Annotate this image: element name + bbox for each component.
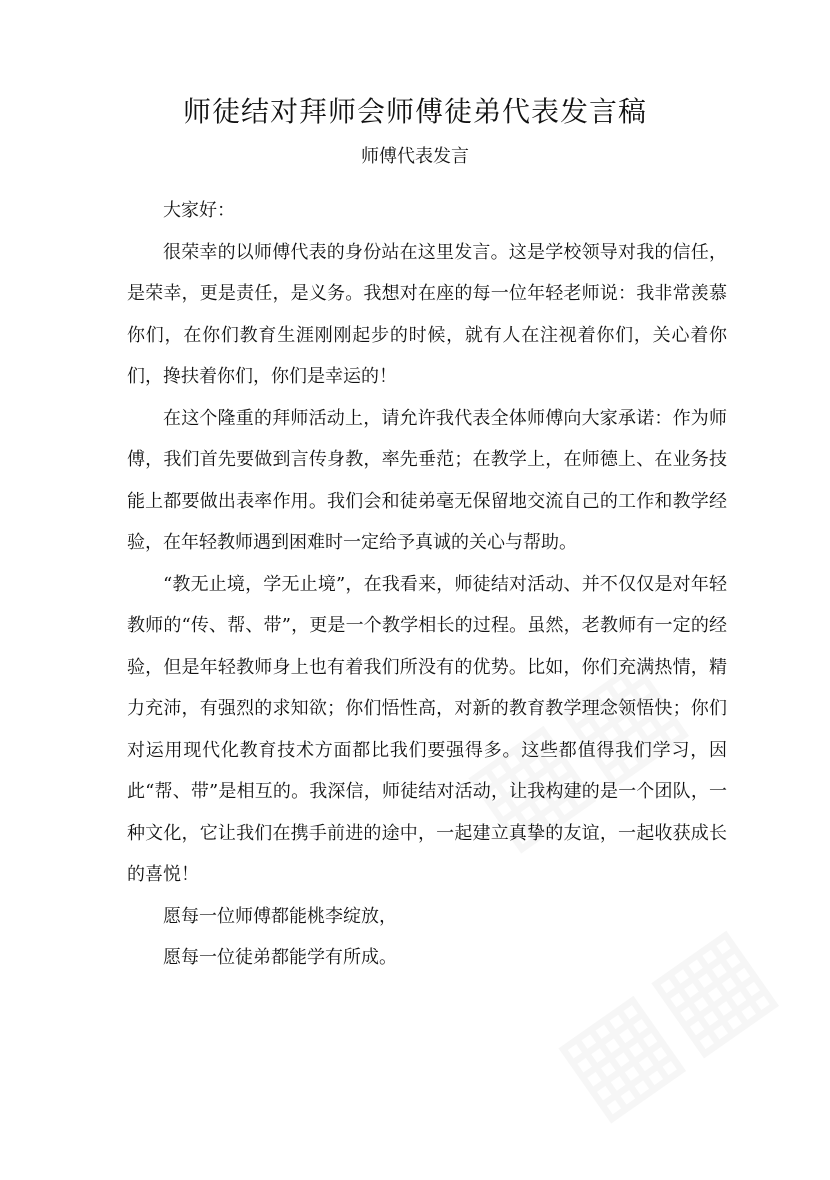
closing-line: 愿每一位师傅都能桃李绽放， bbox=[163, 905, 397, 927]
body-paragraph: 很荣幸的以师傅代表的身份站在这里发言。这是学校领导对我的信任，是荣幸，更是责任，是义务。我想对在座的每一位年轻老师说：我非常羡慕你们，在你们教育生涯刚刚起步的时候，就有人在注视着你们，关心着你们，搀扶着你们，你们是幸运的！ bbox=[127, 241, 727, 387]
document-subtitle: 师傅代表发言 bbox=[361, 146, 469, 167]
document-body bbox=[127, 190, 727, 979]
closing-line: 愿每一位徒弟都能学有所成。 bbox=[163, 947, 397, 968]
body-paragraph: “教无止境，学无止境”，在我看来，师徒结对活动、并不仅仅是对年轻教师的“传、帮、带”，更是一个教学相长的过程。虽然，老教师有一定的经验，但是年轻教师身上也有着我们所没有的优势。比如，你们充满热情，精力充沛，有强烈的求知欲；你们悟性高，对新的教育教学理念领悟快；你们对运用现代化教育技术方面都比我们要强得多。这些都值得我们学习，因此“帮、带”是相互的。我深信，师徒结对活动，让我构建的是一个团队，一种文化，它让我们在携手前进的途中，一起建立真挚的友谊，一起收获成长的喜悦！ bbox=[127, 573, 727, 885]
body-paragraph: 在这个隆重的拜师活动上，请允许我代表全体师傅向大家承诺：作为师傅，我们首先要做到言传身教，率先垂范；在教学上，在师德上、在业务技能上都要做出表率作用。我们会和徒弟毫无保留地交流自己的工作和教学经验，在年轻教师遇到困难时一定给予真诚的关心与帮助。 bbox=[127, 407, 727, 553]
greeting-paragraph: 大家好： bbox=[163, 200, 235, 221]
document-title: 师徒结对拜师会师傅徒弟代表发言稿 bbox=[182, 95, 647, 128]
